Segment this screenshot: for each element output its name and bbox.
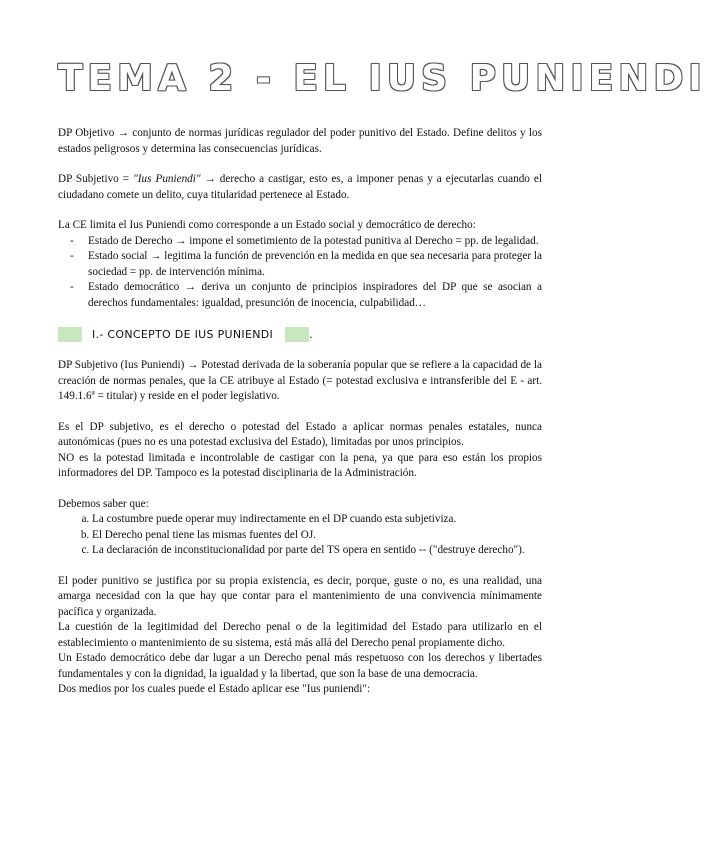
document-body <box>58 126 542 698</box>
list-item: c. La declaración de inconstitucionalidad por parte del TS opera en sentido -- ("destruye derecho"). <box>92 543 542 559</box>
section-heading-label: I.- CONCEPTO DE IUS PUNIENDI <box>92 327 274 341</box>
paragraph-dp-subjetivo <box>58 172 542 203</box>
paragraph-ce-limita: La CE limita el Ius Puniendi como corresponde a un Estado social y democrático de derecho: <box>58 219 476 231</box>
list-item: - Estado democrático → deriva un conjunto de principios inspiradores del DP que se asocian a derechos fundamentales: igualdad, presunción de inocencia, culpabilidad… <box>88 280 542 311</box>
estado-list <box>58 234 542 312</box>
paragraph-estado-democratico: Un Estado democrático debe dar lugar a un Derecho penal más respetuoso con los derechos y libertades fundamentales y con la dignidad, la igualdad y la libertad, que son la base de una democracia. <box>58 652 542 680</box>
highlight-block <box>285 327 309 342</box>
section-heading-trailing: . <box>309 327 313 341</box>
paragraph-dos-medios: Dos medios por los cuales puede el Estado aplicar ese "Ius puniendi": <box>58 683 371 695</box>
list-item: a. La costumbre puede operar muy indirectamente en el DP cuando esta subjetiviza. <box>92 512 542 528</box>
dp-subjetivo-prefix: DP Subjetivo = <box>58 173 134 185</box>
list-item: - Estado social → legitima la función de prevención en la medida en que sea necesaria para proteger la sociedad = pp. de intervención mínima. <box>88 249 542 280</box>
paragraph-dp-objetivo: DP Objetivo → conjunto de normas jurídicas regulador del poder punitivo del Estado. Define delitos y los estados peligrosos y determina las consecuencias jurídicas. <box>58 127 542 155</box>
dp-subjetivo-suffix: → derecho a castigar, esto es, a imponer penas y a ejecutarlas cuando el ciudadano comete un delito, cuya titularidad pertenece al Estado. <box>58 173 542 201</box>
page-title: TEMA 2 - EL IUS PUNIENDI <box>58 58 707 99</box>
highlight-block <box>58 327 82 342</box>
list-item: b. El Derecho penal tiene las mismas fuentes del OJ. <box>92 528 542 544</box>
paragraph-es-dp-subjetivo: Es el DP subjetivo, es el derecho o potestad del Estado a aplicar normas penales estatales, nunca autonómicas (pues no es una potestad exclusiva del Estado), limitadas por unos principios. <box>58 420 542 448</box>
list-item: - Estado de Derecho → impone el sometimiento de la potestad punitiva al Derecho = pp. de legalidad. <box>88 234 542 250</box>
paragraph-no-es: NO es la potestad limitada e incontrolable de castigar con la pena, ya que para eso están los propios informadores del DP. Tampoco es la potestad disciplinaria de la Administración. <box>58 451 542 479</box>
section-heading <box>58 326 542 343</box>
paragraph-cuestion-legitimidad: La cuestión de la legitimidad del Derecho penal o de la legitimidad del Estado para utilizarlo en el establecimiento o mantenimiento de su sistema, está más allá del Derecho penal propiamente dicho. <box>58 621 542 649</box>
saber-list <box>58 512 542 559</box>
paragraph-concepto: DP Subjetivo (Ius Puniendi) → Potestad derivada de la soberanía popular que se refiere a la capacidad de la creación de normas penales, que la CE atribuye al Estado (= potestad exclusiva e intransferible del E - art. 149.1.6ª = titular) y reside en el poder legislativo. <box>58 359 542 402</box>
paragraph-debemos-saber: Debemos saber que: <box>58 497 149 510</box>
ius-puniendi-italic: "Ius Puniendi" <box>133 173 201 185</box>
paragraph-poder-punitivo: El poder punitivo se justifica por su propia existencia, es decir, porque, guste o no, es una realidad, una amarga necesidad con la que hay que contar para el mantenimiento de una convivencia mínimamente pacífica y organizada. <box>58 574 542 618</box>
